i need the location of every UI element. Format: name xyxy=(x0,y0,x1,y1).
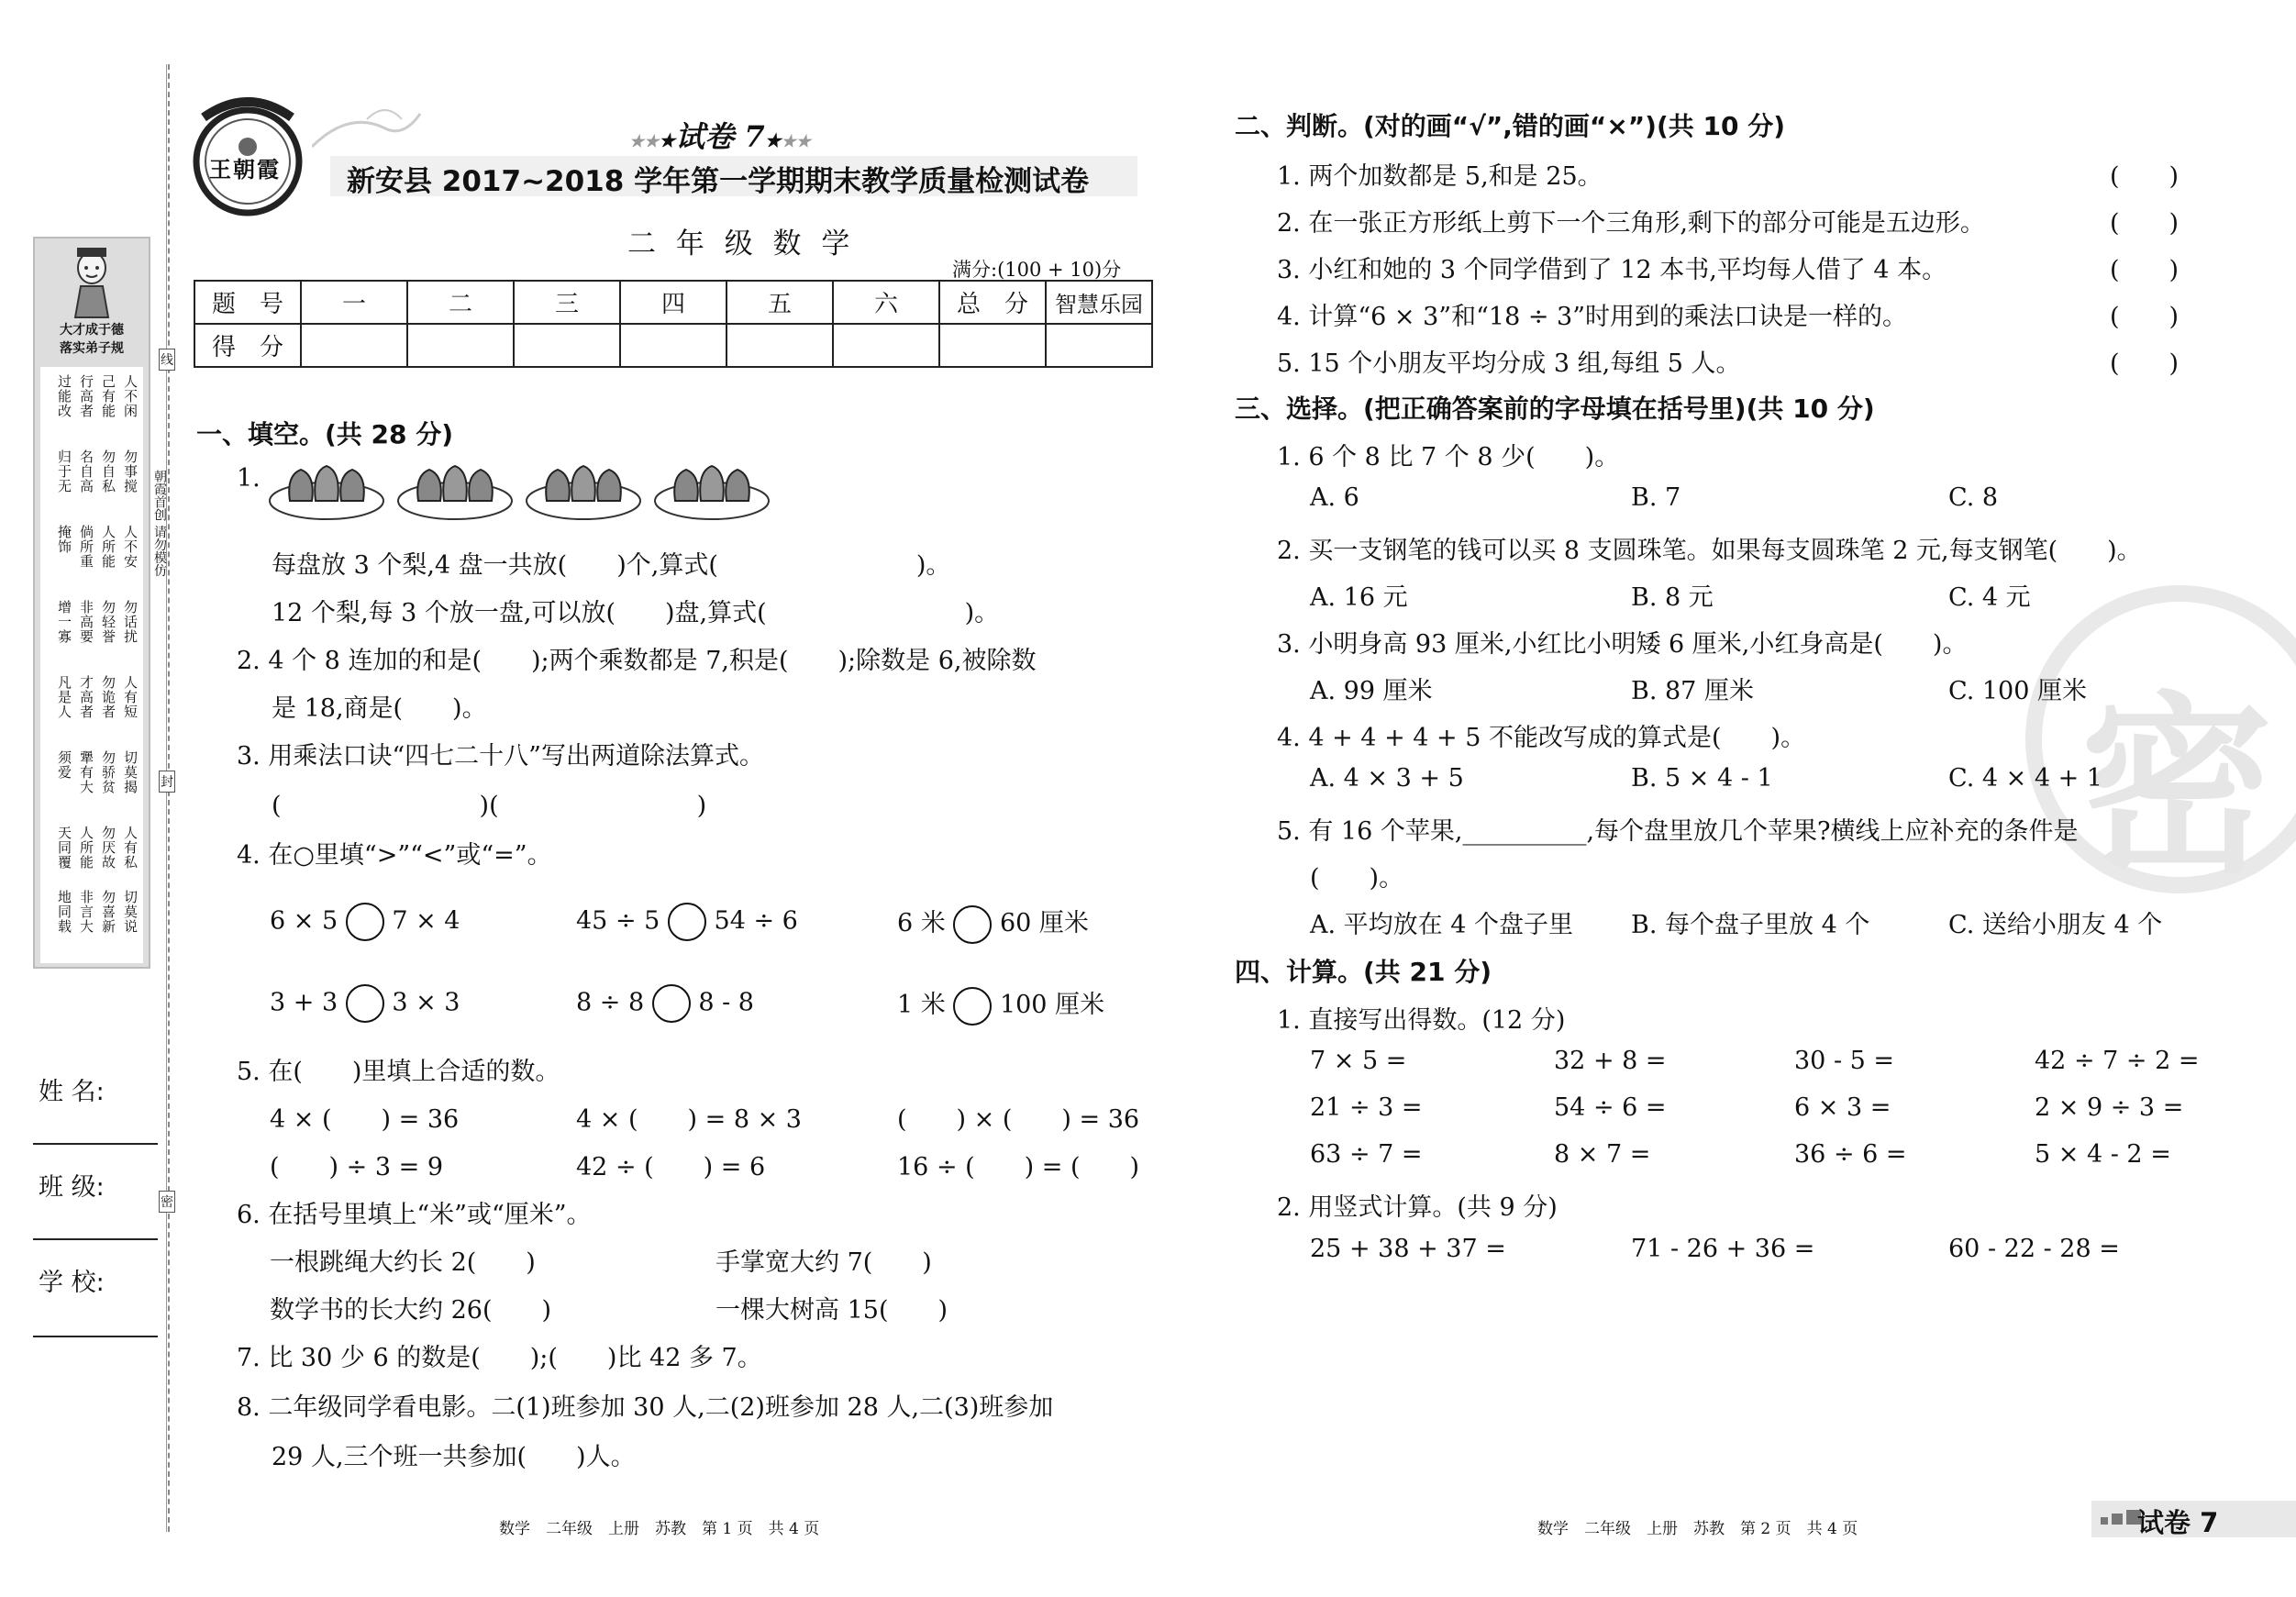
compare-item xyxy=(576,903,798,941)
motto-col: 名自高 xyxy=(78,449,94,494)
score-cell[interactable] xyxy=(833,324,939,367)
compare-left: 1 米 xyxy=(897,991,946,1019)
oral-calc-item: 2 × 9 ÷ 3 = xyxy=(2035,1093,2184,1122)
choice-option-b: B. 8 元 xyxy=(1631,583,1714,612)
choice-option-c: C. 100 厘米 xyxy=(1948,677,2087,705)
series-label: ★★★试卷 7★★★ xyxy=(629,119,811,154)
q8-line2: 29 人,三个班一共参加( )人。 xyxy=(272,1443,636,1471)
strip-notice: 朝霞首创 请勿模仿 xyxy=(152,470,167,577)
judge-item: 2. 在一张正方形纸上剪下一个三角形,剩下的部分可能是五边形。 xyxy=(1277,209,1985,238)
plate-of-pears-icon xyxy=(270,466,383,519)
compare-right: 7 × 4 xyxy=(392,906,460,936)
tag-dots-icon xyxy=(2101,1510,2141,1528)
compare-item xyxy=(897,903,1089,944)
q1-number: 1. xyxy=(237,464,261,493)
compare-circle[interactable] xyxy=(668,903,706,941)
motto-col: 过能改 xyxy=(56,374,72,418)
class-label: 班 级: xyxy=(39,1173,105,1202)
subject-title: 二 年 级 数 学 xyxy=(627,227,856,261)
section2-title: 二、判断。(对的画“√”,错的画“×”)(共 10 分) xyxy=(1235,111,1786,141)
q1-line2: 12 个梨,每 3 个放一盘,可以放( )盘,算式( )。 xyxy=(272,599,1000,627)
choice-option-c: C. 4 × 4 + 1 xyxy=(1948,764,2102,793)
compare-right: 60 厘米 xyxy=(999,909,1089,937)
judge-item: 1. 两个加数都是 5,和是 25。 xyxy=(1277,162,1603,191)
oral-calc-item: 8 × 7 = xyxy=(1554,1140,1651,1169)
q5-item: ( ) ÷ 3 = 9 xyxy=(270,1153,443,1181)
motto-col: 地同载 xyxy=(56,890,72,934)
oral-calc-item: 30 - 5 = xyxy=(1794,1047,1895,1075)
compare-circle[interactable] xyxy=(346,984,384,1023)
q5-title: 5. 在( )里填上合适的数。 xyxy=(237,1058,560,1086)
full-score: 满分:(100 + 10)分 xyxy=(952,259,1122,281)
motto-title-2: 落实弟子规 xyxy=(60,341,124,356)
score-cell[interactable] xyxy=(407,324,514,367)
compare-right: 100 厘米 xyxy=(999,991,1105,1019)
oral-calc-item: 36 ÷ 6 = xyxy=(1794,1140,1907,1169)
footer-page-2: 数学 二年级 上册 苏教 第 2 页 共 4 页 xyxy=(1537,1520,1858,1538)
choice-option-c: C. 送给小朋友 4 个 xyxy=(1948,911,2163,939)
score-cell[interactable] xyxy=(301,324,407,367)
oral-calc-item: 63 ÷ 7 = xyxy=(1310,1140,1423,1169)
motto-col: 人不闲 xyxy=(122,374,139,418)
paper-tag: 试卷 7 xyxy=(2137,1507,2219,1538)
q3-line1: 3. 用乘法口诀“四七二十八”写出两道除法算式。 xyxy=(237,742,764,771)
motto-col: 须爱 xyxy=(56,750,72,780)
q8-line1: 8. 二年级同学看电影。二(1)班参加 30 人,二(2)班参加 28 人,二(3)班参加 xyxy=(237,1393,1054,1422)
pears-plates-illustration xyxy=(268,460,782,525)
vertical-calc-item: 71 - 26 + 36 = xyxy=(1631,1235,1815,1263)
judge-item: 4. 计算“6 × 3”和“18 ÷ 3”时用到的乘法口诀是一样的。 xyxy=(1277,303,1908,331)
choice-option-a: A. 99 厘米 xyxy=(1310,677,1433,705)
judge-item: 3. 小红和她的 3 个同学借到了 12 本书,平均每人借了 4 本。 xyxy=(1277,256,1947,284)
score-cell[interactable] xyxy=(727,324,833,367)
motto-col: 勿厌故 xyxy=(100,826,116,870)
q2-line1: 2. 4 个 8 连加的和是( );两个乘数都是 7,积是( );除数是 6,被除数 xyxy=(237,647,1037,675)
motto-col: 勿喜新 xyxy=(100,890,116,934)
score-col-6: 六 xyxy=(833,281,939,324)
compare-left: 45 ÷ 5 xyxy=(576,906,660,936)
motto-col: 切莫说 xyxy=(122,890,139,934)
brand-logo-text: 王朝霞 xyxy=(209,156,281,183)
score-col-total: 总 分 xyxy=(939,281,1046,324)
judge-answer-box[interactable]: ( ) xyxy=(2110,209,2180,238)
motto-col: 人所能 xyxy=(78,826,94,870)
seal-char-mi: 密 xyxy=(159,1191,175,1213)
motto-col: 凡是人 xyxy=(56,675,72,719)
motto-col: 切莫揭 xyxy=(122,750,139,794)
oral-calc-item: 21 ÷ 3 = xyxy=(1310,1093,1423,1122)
choice-option-b: B. 87 厘米 xyxy=(1631,677,1754,705)
q1-line1: 每盘放 3 个梨,4 盘一共放( )个,算式( )。 xyxy=(272,551,951,580)
score-header-row xyxy=(194,281,1152,324)
oral-calc-item: 42 ÷ 7 ÷ 2 = xyxy=(2035,1047,2200,1075)
motto-col: 勿话扰 xyxy=(122,600,139,644)
oral-calc-item: 5 × 4 - 2 = xyxy=(2035,1140,2171,1169)
calc-sub2-title: 2. 用竖式计算。(共 9 分) xyxy=(1277,1193,1558,1222)
choice-option-c: C. 4 元 xyxy=(1948,583,2031,612)
compare-left: 8 ÷ 8 xyxy=(576,988,645,1017)
ribbon-decoration-icon xyxy=(312,101,422,156)
motto-col: 人有短 xyxy=(122,675,139,719)
motto-col: 掩饰 xyxy=(56,525,72,554)
motto-col: 天同覆 xyxy=(56,826,72,870)
fold-line-left xyxy=(168,64,170,1532)
judge-answer-box[interactable]: ( ) xyxy=(2110,303,2180,331)
compare-right: 3 × 3 xyxy=(392,988,460,1017)
vertical-calc-item: 60 - 22 - 28 = xyxy=(1948,1235,2120,1263)
choice-question: 3. 小明身高 93 厘米,小红比小明矮 6 厘米,小红身高是( )。 xyxy=(1277,630,1968,659)
motto-col: 人所能 xyxy=(100,525,116,569)
motto-col: 才高者 xyxy=(78,675,94,719)
vertical-calc-item: 25 + 38 + 37 = xyxy=(1310,1235,1506,1263)
school-field[interactable] xyxy=(33,1336,158,1337)
compare-left: 6 × 5 xyxy=(270,906,338,936)
series-label-text: 试卷 7 xyxy=(675,119,765,154)
choice-question: 1. 6 个 8 比 7 个 8 少( )。 xyxy=(1277,443,1620,471)
oral-calc-item: 54 ÷ 6 = xyxy=(1554,1093,1667,1122)
q5-item: 16 ÷ ( ) = ( ) xyxy=(897,1153,1140,1181)
choice-option-b: B. 5 × 4 - 1 xyxy=(1631,764,1773,793)
plate-of-pears-icon xyxy=(398,466,512,519)
score-col-label: 题 号 xyxy=(194,281,301,324)
score-col-1: 一 xyxy=(301,281,407,324)
oral-calc-item: 32 + 8 = xyxy=(1554,1047,1667,1075)
scholar-figure-icon xyxy=(64,244,119,319)
q6-item: 一根跳绳大约长 2( ) xyxy=(270,1248,536,1277)
compare-item xyxy=(897,984,1104,1026)
choice-question: 4. 4 + 4 + 4 + 5 不能改写成的算式是( )。 xyxy=(1277,724,1806,752)
compare-circle[interactable] xyxy=(346,903,384,941)
motto-col: 归于无 xyxy=(56,449,72,494)
motto-col: 犟有大 xyxy=(78,750,94,794)
compare-right: 8 - 8 xyxy=(698,988,754,1017)
score-row-label: 得 分 xyxy=(194,324,301,367)
motto-text-area xyxy=(40,367,143,963)
motto-col: 勿轻誉 xyxy=(100,600,116,644)
score-table xyxy=(194,280,1153,368)
choice-question-5-line1: 5. 有 16 个苹果,__________,每个盘里放几个苹果?横线上应补充的条件是 xyxy=(1277,817,2079,846)
q5-item: 4 × ( ) = 8 × 3 xyxy=(576,1105,802,1134)
q5-item: ( ) × ( ) = 36 xyxy=(897,1105,1140,1134)
q6-title: 6. 在括号里填上“米”或“厘米”。 xyxy=(237,1201,592,1229)
compare-left: 3 + 3 xyxy=(270,988,338,1017)
motto-col: 勿自私 xyxy=(100,449,116,494)
judge-answer-box[interactable]: ( ) xyxy=(2110,349,2180,378)
name-field[interactable] xyxy=(33,1143,158,1145)
choice-question-5-line2: ( )。 xyxy=(1310,864,1404,893)
judge-item: 5. 15 个小朋友平均分成 3 组,每组 5 人。 xyxy=(1277,349,1741,378)
motto-col: 非言大 xyxy=(78,890,94,934)
section1-title: 一、填空。(共 28 分) xyxy=(196,419,454,449)
score-value-row xyxy=(194,324,1152,367)
fold-line-thin xyxy=(166,64,168,1532)
q6-item: 数学书的长大约 26( ) xyxy=(270,1296,552,1325)
compare-item xyxy=(576,984,754,1023)
seal-char-feng: 封 xyxy=(159,771,175,793)
q6-item: 一棵大树高 15( ) xyxy=(715,1296,948,1325)
motto-col: 非高要 xyxy=(78,600,94,644)
name-label: 姓 名: xyxy=(39,1078,105,1106)
motto-col: 增一寡 xyxy=(56,600,72,644)
score-cell[interactable] xyxy=(939,324,1046,367)
choice-option-b: B. 每个盘子里放 4 个 xyxy=(1631,911,1870,939)
compare-item xyxy=(270,903,460,941)
score-cell[interactable] xyxy=(1046,324,1152,367)
motto-panel xyxy=(33,237,150,969)
score-col-2: 二 xyxy=(407,281,514,324)
choice-option-a: A. 平均放在 4 个盘子里 xyxy=(1310,911,1574,939)
compare-circle[interactable] xyxy=(953,905,992,944)
calc-sub1-title: 1. 直接写出得数。(12 分) xyxy=(1277,1006,1566,1035)
choice-question: 2. 买一支钢笔的钱可以买 8 支圆珠笔。如果每支圆珠笔 2 元,每支钢笔( )。 xyxy=(1277,537,2142,565)
score-cell[interactable] xyxy=(620,324,727,367)
motto-col: 勿事搅 xyxy=(122,449,139,494)
section3-title: 三、选择。(把正确答案前的字母填在括号里)(共 10 分) xyxy=(1235,394,1875,424)
motto-col: 勿骄贫 xyxy=(100,750,116,794)
plate-of-pears-icon xyxy=(655,466,769,519)
choice-option-c: C. 8 xyxy=(1948,483,1999,512)
judge-answer-box[interactable]: ( ) xyxy=(2110,256,2180,284)
q5-item: 42 ÷ ( ) = 6 xyxy=(576,1153,766,1181)
q2-line2: 是 18,商是( )。 xyxy=(272,694,487,723)
score-col-3: 三 xyxy=(514,281,620,324)
q4-title: 4. 在○里填“>”“<”或“=”。 xyxy=(237,841,552,870)
motto-col: 人有私 xyxy=(122,826,139,870)
secret-seal-char: 密 xyxy=(2080,673,2274,900)
motto-title-1: 大才成于德 xyxy=(60,323,124,338)
motto-col: 勿诡者 xyxy=(100,675,116,719)
score-col-4: 四 xyxy=(620,281,727,324)
choice-option-a: A. 6 xyxy=(1310,483,1359,512)
oral-calc-item: 7 × 5 = xyxy=(1310,1047,1407,1075)
compare-circle[interactable] xyxy=(652,984,691,1023)
motto-col: 行高者 xyxy=(78,374,94,418)
score-cell[interactable] xyxy=(514,324,620,367)
footer-page-1: 数学 二年级 上册 苏教 第 1 页 共 4 页 xyxy=(499,1520,820,1538)
seal-char-xian: 线 xyxy=(159,349,175,371)
compare-left: 6 米 xyxy=(897,909,946,937)
compare-circle[interactable] xyxy=(953,987,992,1026)
motto-col: 人不安 xyxy=(122,525,139,569)
q3-line2: ( )( ) xyxy=(272,792,707,820)
plate-of-pears-icon xyxy=(527,466,640,519)
judge-answer-box[interactable]: ( ) xyxy=(2110,162,2180,191)
motto-col: 己有能 xyxy=(100,374,116,418)
section4-title: 四、计算。(共 21 分) xyxy=(1235,957,1492,987)
class-field[interactable] xyxy=(33,1238,158,1240)
exam-title: 新安县 2017~2018 学年第一学期期末教学质量检测试卷 xyxy=(347,165,1090,198)
q7: 7. 比 30 少 6 的数是( );( )比 42 多 7。 xyxy=(237,1344,762,1372)
score-col-5: 五 xyxy=(727,281,833,324)
choice-option-b: B. 7 xyxy=(1631,483,1681,512)
compare-item xyxy=(270,984,460,1023)
choice-option-a: A. 4 × 3 + 5 xyxy=(1310,764,1464,793)
score-col-bonus: 智慧乐园 xyxy=(1046,281,1152,324)
motto-col: 倘所重 xyxy=(78,525,94,569)
compare-right: 54 ÷ 6 xyxy=(714,906,798,936)
choice-option-a: A. 16 元 xyxy=(1310,583,1408,612)
oral-calc-item: 6 × 3 = xyxy=(1794,1093,1891,1122)
q6-item: 手掌宽大约 7( ) xyxy=(715,1248,932,1277)
q5-item: 4 × ( ) = 36 xyxy=(270,1105,460,1134)
school-label: 学 校: xyxy=(39,1269,105,1297)
